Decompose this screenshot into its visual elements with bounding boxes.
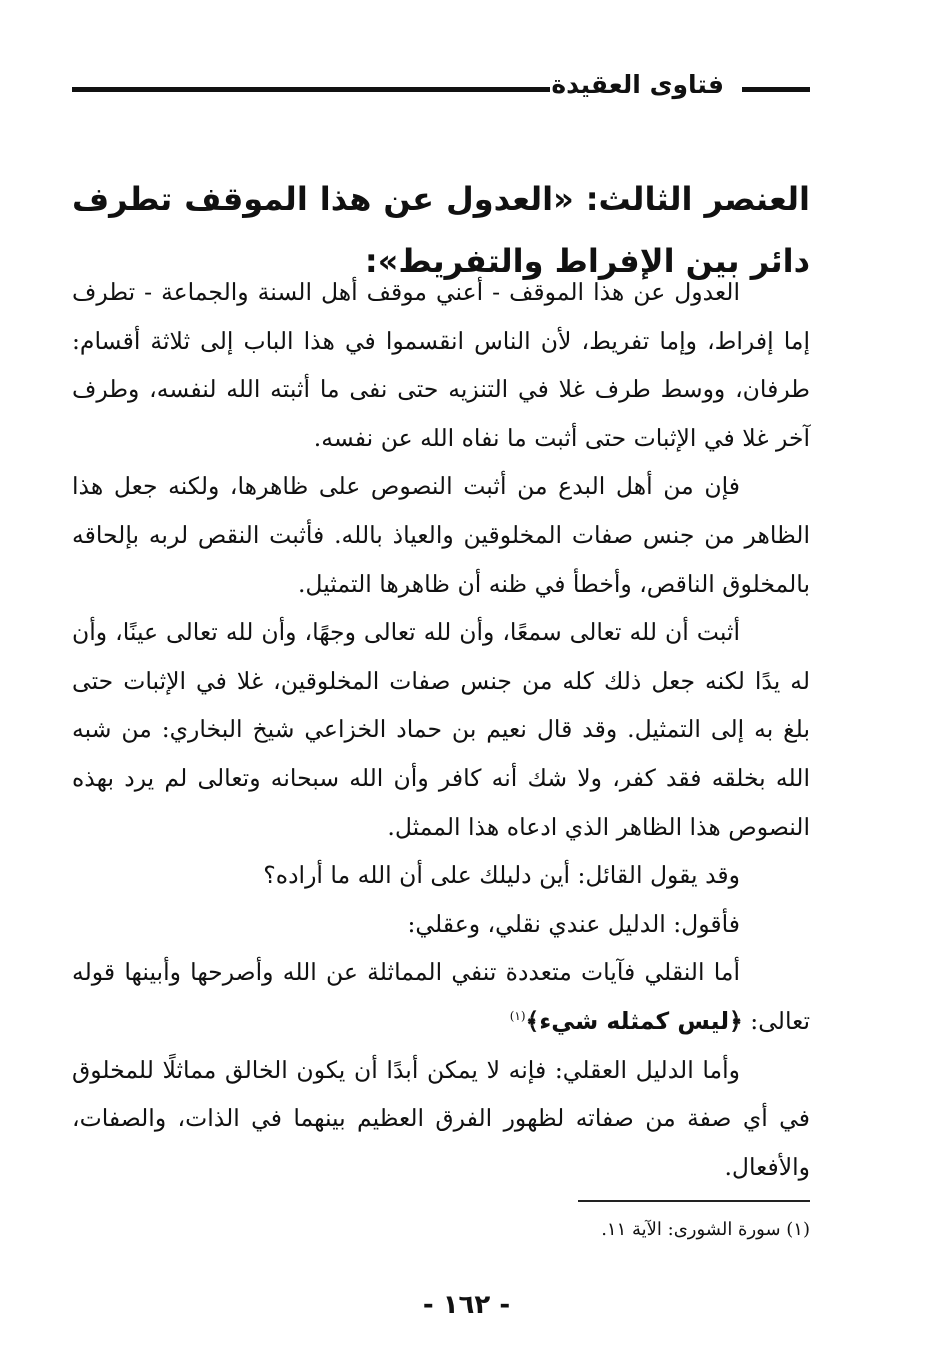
paragraph-3: أثبت أن لله تعالى سمعًا، وأن لله تعالى وجهًا، وأن لله تعالى عينًا، وأن له يدًا لكنه جعل ذلك كله من جنس صفات المخلوقين، غلا في الإثبات حتى بلغ به إلى التمثيل. وقد قال نعيم بن حماد الخزاعي شيخ البخاري: من شبه الله بخلقه فقد كفر، ولا شك أنه كافر وأن الله سبحانه وتعالى لم يرد بهذه النصوص هذا الظاهر الذي ادعاه هذا الممثل. bbox=[72, 618, 810, 841]
paragraph-5: فأقول: الدليل عندي نقلي، وعقلي: bbox=[407, 909, 740, 938]
section-heading: العنصر الثالث: «العدول عن هذا الموقف تطرف دائر بين الإفراط والتفريط»: bbox=[72, 180, 810, 280]
footnote: (١) سورة الشورى: الآية ١١. bbox=[601, 1219, 810, 1240]
header-rule-short bbox=[742, 87, 810, 92]
paragraph-1: العدول عن هذا الموقف - أعني موقف أهل السنة والجماعة - تطرف إما إفراط، وإما تفريط، لأن الناس انقسموا في هذا الباب إلى ثلاثة أقسام: طرفان، ووسط طرف غلا في التنزيه حتى نفى ما أثبته الله لنفسه، وطرف آخر غلا في الإثبات حتى أثبت ما نفاه الله عن نفسه. bbox=[72, 278, 810, 452]
naqli-text: أما النقلي فآيات متعددة تنفي المماثلة عن الله وأصرحها وأبينها قوله تعالى: bbox=[72, 958, 810, 1035]
paragraph-4: وقد يقول القائل: أين دليلك على أن الله ما أراده؟ bbox=[263, 861, 740, 890]
paragraph-aqli: وأما الدليل العقلي: فإنه لا يمكن أبدًا أن يكون الخالق مماثلًا للمخلوق في أي صفة من صفاته لظهور الفرق العظيم بينهما في الذات، والصفات، والأفعال. bbox=[72, 1055, 810, 1181]
body-text bbox=[72, 268, 810, 1191]
paragraph-2: فإن من أهل البدع من أثبت النصوص على ظاهرها، ولكنه جعل هذا الظاهر من جنس صفات المخلوقين والعياذ بالله. فأثبت النقص لربه بإلحاقه بالمخلوق الناقص، وأخطأ في ظنه أن ظاهرها التمثيل. bbox=[72, 472, 810, 598]
header-rule-long bbox=[72, 87, 550, 92]
paragraph-naqli bbox=[72, 948, 810, 1045]
footnote-ref: (١) bbox=[509, 1009, 526, 1024]
quran-verse: ﴿ليس كمثله شيء﴾ bbox=[525, 1006, 743, 1035]
header-title: فتاوى العقيدة bbox=[551, 70, 724, 99]
page-number: - ١٦٢ - bbox=[422, 1290, 511, 1320]
running-header bbox=[72, 68, 810, 108]
footnote-separator bbox=[578, 1200, 810, 1202]
